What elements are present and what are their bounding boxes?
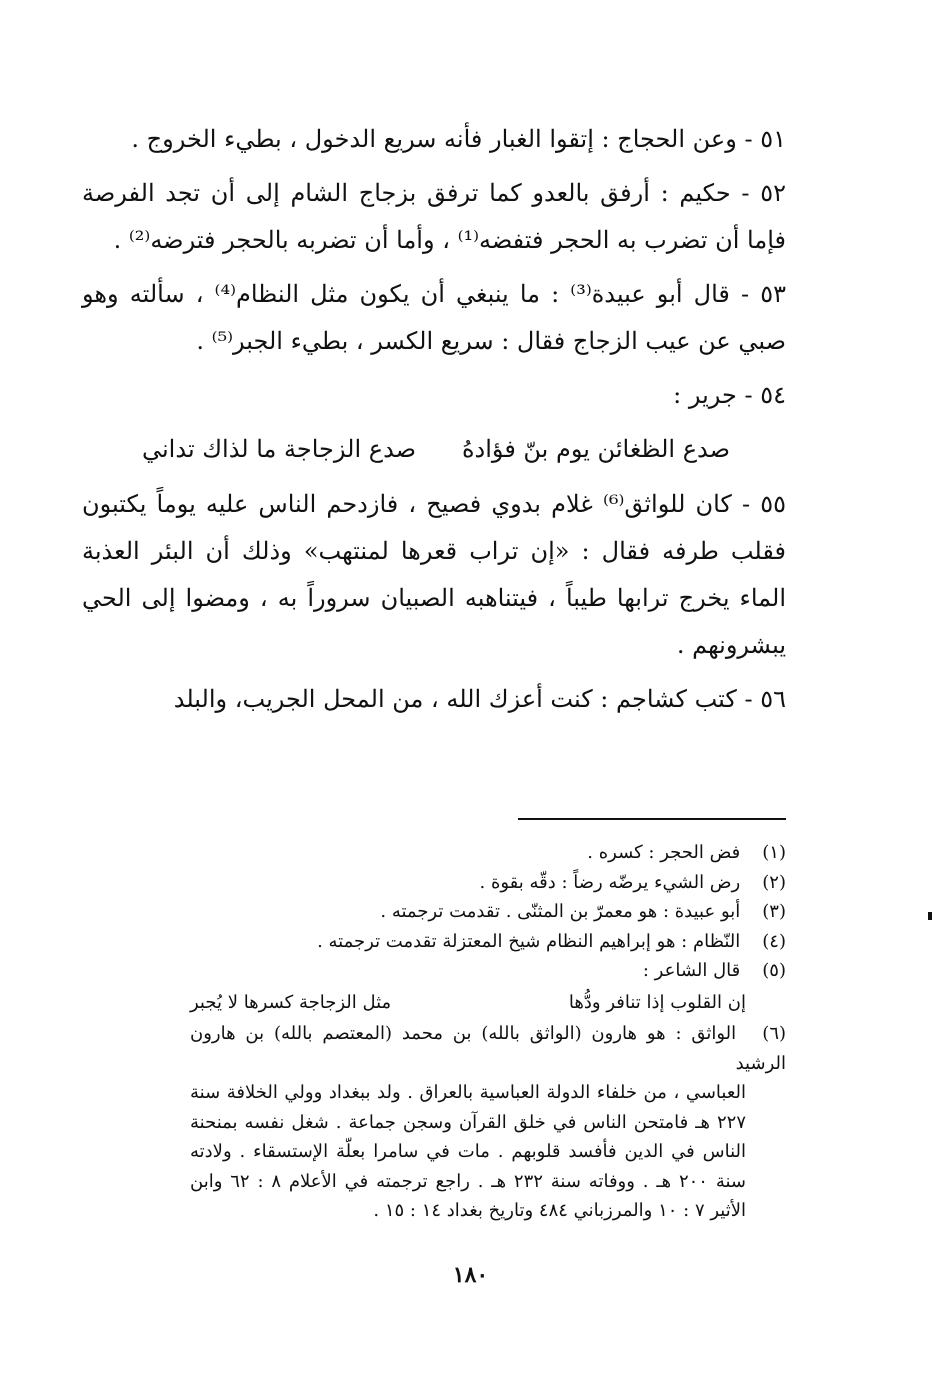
footnote-label: (١) (762, 842, 786, 863)
footnote-2 (190, 868, 786, 898)
footnote-text: قال الشاعر : (642, 960, 741, 981)
paragraph-52 (82, 170, 786, 264)
poem-verse (82, 426, 786, 473)
item-text: كتب كشاجم : كنت أعزك الله ، من المحل الجريب، والبلد (173, 685, 737, 713)
footnote-label: (٢) (762, 871, 786, 893)
margin-mark (928, 912, 932, 920)
verse-first-hemistich: صدع الظغائن يوم بنّ فؤادهُ (461, 435, 730, 463)
footnote-6 (190, 1019, 786, 1078)
paragraph-53 (82, 271, 786, 365)
footnote-label: (٤) (762, 930, 786, 952)
footnote-text: الواثق : هو هارون (الواثق بالله) بن محمد (المعتصم بالله) بن هارون الرشيد (190, 1023, 786, 1074)
page-number: ١٨٠ (452, 1262, 489, 1288)
item-number: ٥٦ - (744, 685, 786, 713)
item-text: قال أبو عبيدة⁽³⁾ : ما ينبغي أن يكون مثل النظام⁽⁴⁾ ، سألته وهو صبي عن عيب الزجاج فقال : سريع الكسر ، بطيء الجبر⁽⁵⁾ . (82, 280, 786, 355)
item-number: ٥٣ - (741, 280, 786, 308)
footnote-label: (٣) (762, 901, 786, 922)
main-text (82, 116, 786, 730)
item-text: حكيم : أرفق بالعدو كما ترفق بزجاج الشام إلى أن تجد الفرصة فإما أن تضرب به الحجر فتفضه⁽¹⁾ ، وأما أن تضربه بالحجر فترضه⁽²⁾ . (82, 179, 786, 254)
footnote-label: (٦) (762, 1023, 787, 1044)
footnote-text: رض الشيء يرضّه رضاً : دقّه بقوة . (479, 871, 741, 893)
item-number: ٥٤ - (744, 381, 786, 409)
footnote-4 (190, 927, 786, 957)
footnotes (190, 838, 786, 1226)
verse-second-hemistich: صدع الزجاجة ما لذاك تداني (142, 435, 417, 463)
footnote-text: أبو عبيدة : هو معمرّ بن المثنّى . تقدمت ترجمته . (380, 901, 741, 922)
footnote-text: فض الحجر : كسره . (587, 842, 741, 863)
item-number: ٥٢ - (741, 179, 786, 207)
item-number: ٥٥ - (742, 490, 787, 518)
footnote-6-continuation: العباسي ، من خلفاء الدولة العباسية بالعراق . ولد ببغداد وولي الخلافة سنة ٢٢٧ هـ فامتحن الناس في خلق القرآن وسجن جماعة . شغل نفسه بمنحنة الناس في الدين فأفسد قلوبهم . مات في سامرا بعلّة الإستسقاء . ولادته سنة ٢٠٠ هـ . ووفاته سنة ٢٣٢ هـ . راجع ترجمته في الأعلام ٨ : ٦٢ وابن الأثير ٧ : ١٠ والمرزباني ٤٨٤ وتاريخ بغداد ١٤ : ١٥ . (190, 1082, 746, 1221)
item-number: ٥١ - (744, 125, 786, 153)
footnote-label: (٥) (762, 960, 786, 981)
footnote-divider (518, 818, 786, 820)
paragraph-56 (82, 676, 786, 723)
footnote-1 (190, 838, 786, 868)
item-text: وعن الحجاج : إتقوا الغبار فأنه سريع الدخول ، بطيء الخروج . (131, 125, 737, 153)
item-text: جرير : (673, 381, 737, 409)
verse-second-hemistich: مثل الزجاجة كسرها لا يُجبر (190, 991, 392, 1013)
paragraph-51 (82, 116, 786, 163)
paragraph-54 (82, 372, 786, 419)
verse-first-hemistich: إن القلوب إذا تنافر ودُّها (568, 991, 746, 1013)
footnote-3 (190, 897, 786, 927)
footnote-text: النّظام : هو إبراهيم النظام شيخ المعتزلة تقدمت ترجمته . (317, 930, 741, 952)
item-text: كان للواثق⁽⁶⁾ غلام بدوي فصيح ، فازدحم الناس عليه يوماً يكتبون فقلب طرفه فقال : «إن تراب قعرها لمنتهب» وذلك أن البئر العذبة الماء يخرج ترابها طيباً ، فيتناهبه الصبيان سروراً به ، ومضوا إلى الحي يبشرونهم . (82, 490, 786, 659)
footnote-5 (190, 956, 786, 986)
paragraph-55 (82, 481, 786, 669)
footnote-poem-verse (190, 988, 786, 1018)
